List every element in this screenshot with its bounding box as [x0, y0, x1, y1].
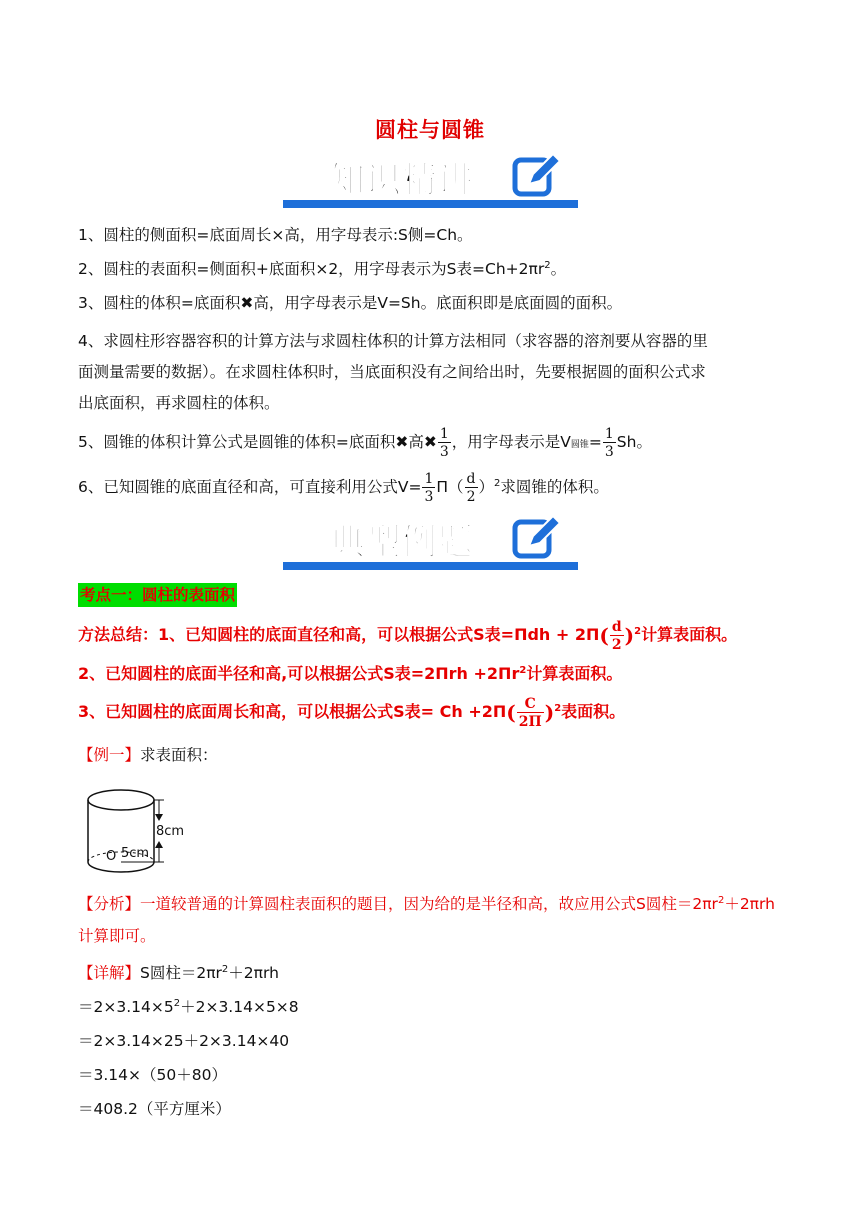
- center-label: O: [106, 849, 117, 864]
- detail-label: 【详解】: [78, 964, 141, 982]
- height-label: 8cm: [156, 824, 185, 839]
- banner-graphic: [283, 148, 578, 214]
- edit-icon: [515, 516, 560, 556]
- analysis-label: 【分析】: [78, 895, 141, 913]
- method-item-2: 2、已知圆柱的底面半径和高,可以根据公式S表$=2\Pi rh +2\Pi r^2$计算表面积。: [78, 664, 623, 683]
- edit-icon: [515, 154, 560, 194]
- knowledge-item-1: 1、圆柱的侧面积=底面周长×高，用字母表示:S侧=Ch。: [78, 226, 473, 244]
- knowledge-item-4: 4、求圆柱形容器容积的计算方法与求圆柱体积的计算方法相同（求容器的溶剂要从容器的里 面测量需要的数据）。在求圆柱体积时，当底面积没有之间给出时，先要根据圆的面积公式求 出底面积，再求圆柱的体积。: [78, 332, 708, 412]
- section-banner-examples: [283, 510, 578, 576]
- detail-solution: 【详解】S圆柱$=2\pi r^2+2\pi rh$ $=2\times 3.14\times 5^2+2\times 3.14\times 5\times 8$ ＝2×3.14×25＋2×3.14×40 ＝3.14×（50＋80） ＝408.2（平方厘米）: [78, 964, 299, 1118]
- method-item-1: 方法总结：1、已知圆柱的底面直径和高，可以根据公式S表=Πdh + 2Π( $\frac{d}{2}$ )$^2$计算表面积。: [78, 618, 738, 653]
- example-label: 【例一】: [78, 746, 141, 764]
- fraction-one-third: $\frac{1}{3}$: [439, 425, 449, 460]
- fraction-d-over-2: $\frac{d}{2}$: [611, 618, 622, 653]
- knowledge-item-5: 5、圆锥的体积计算公式是圆锥的体积=底面积✖高✖ $\frac{1}{3}$ ，用字母表示是V圆锥= $\frac{1}{3}$ Sh。: [78, 425, 652, 460]
- page-title: 圆柱与圆锥: [375, 118, 485, 142]
- knowledge-item-3: 3、圆柱的体积=底面积✖高，用字母表示是V=Sh。底面积即是底面圆的面积。: [78, 294, 623, 312]
- method-item-3: 3、已知圆柱的底面周长和高，可以根据公式S表= Ch +2Π( $\frac{C}{2\Pi}$ )$^2$表面积。: [78, 695, 626, 730]
- example-1: 【例一】求表面积：: [78, 746, 218, 764]
- fraction-c-over-2pi: $\frac{C}{2\Pi}$: [518, 695, 542, 730]
- section-banner-knowledge: [283, 148, 578, 214]
- topic-heading: 考点一：圆柱的表面积: [78, 583, 237, 607]
- banner-title: 知识精讲: [328, 160, 474, 201]
- banner-title: 典型例题: [328, 522, 474, 563]
- fraction-one-third: $\frac{1}{3}$: [424, 470, 434, 505]
- fraction-one-third: $\frac{1}{3}$: [604, 425, 614, 460]
- fraction-d-over-2: $\frac{d}{2}$: [466, 470, 476, 505]
- knowledge-item-6: 6、已知圆锥的底面直径和高，可直接利用公式V= $\frac{1}{3}$ Π（ $\frac{d}{2}$ ）$^2$求圆锥的体积。: [78, 470, 609, 505]
- analysis: 【分析】一道较普通的计算圆柱表面积的题目，因为给的是半径和高，故应用公式S圆柱$=2\pi r^2+2\pi rh$ 计算即可。: [78, 895, 775, 945]
- cylinder-figure: [84, 784, 194, 879]
- radius-label: 5cm: [121, 846, 150, 861]
- banner-graphic: [283, 510, 578, 576]
- knowledge-item-2: 2、圆柱的表面积=侧面积+底面积×2，用字母表示为S表$=Ch+2\pi r^2$。: [78, 260, 567, 278]
